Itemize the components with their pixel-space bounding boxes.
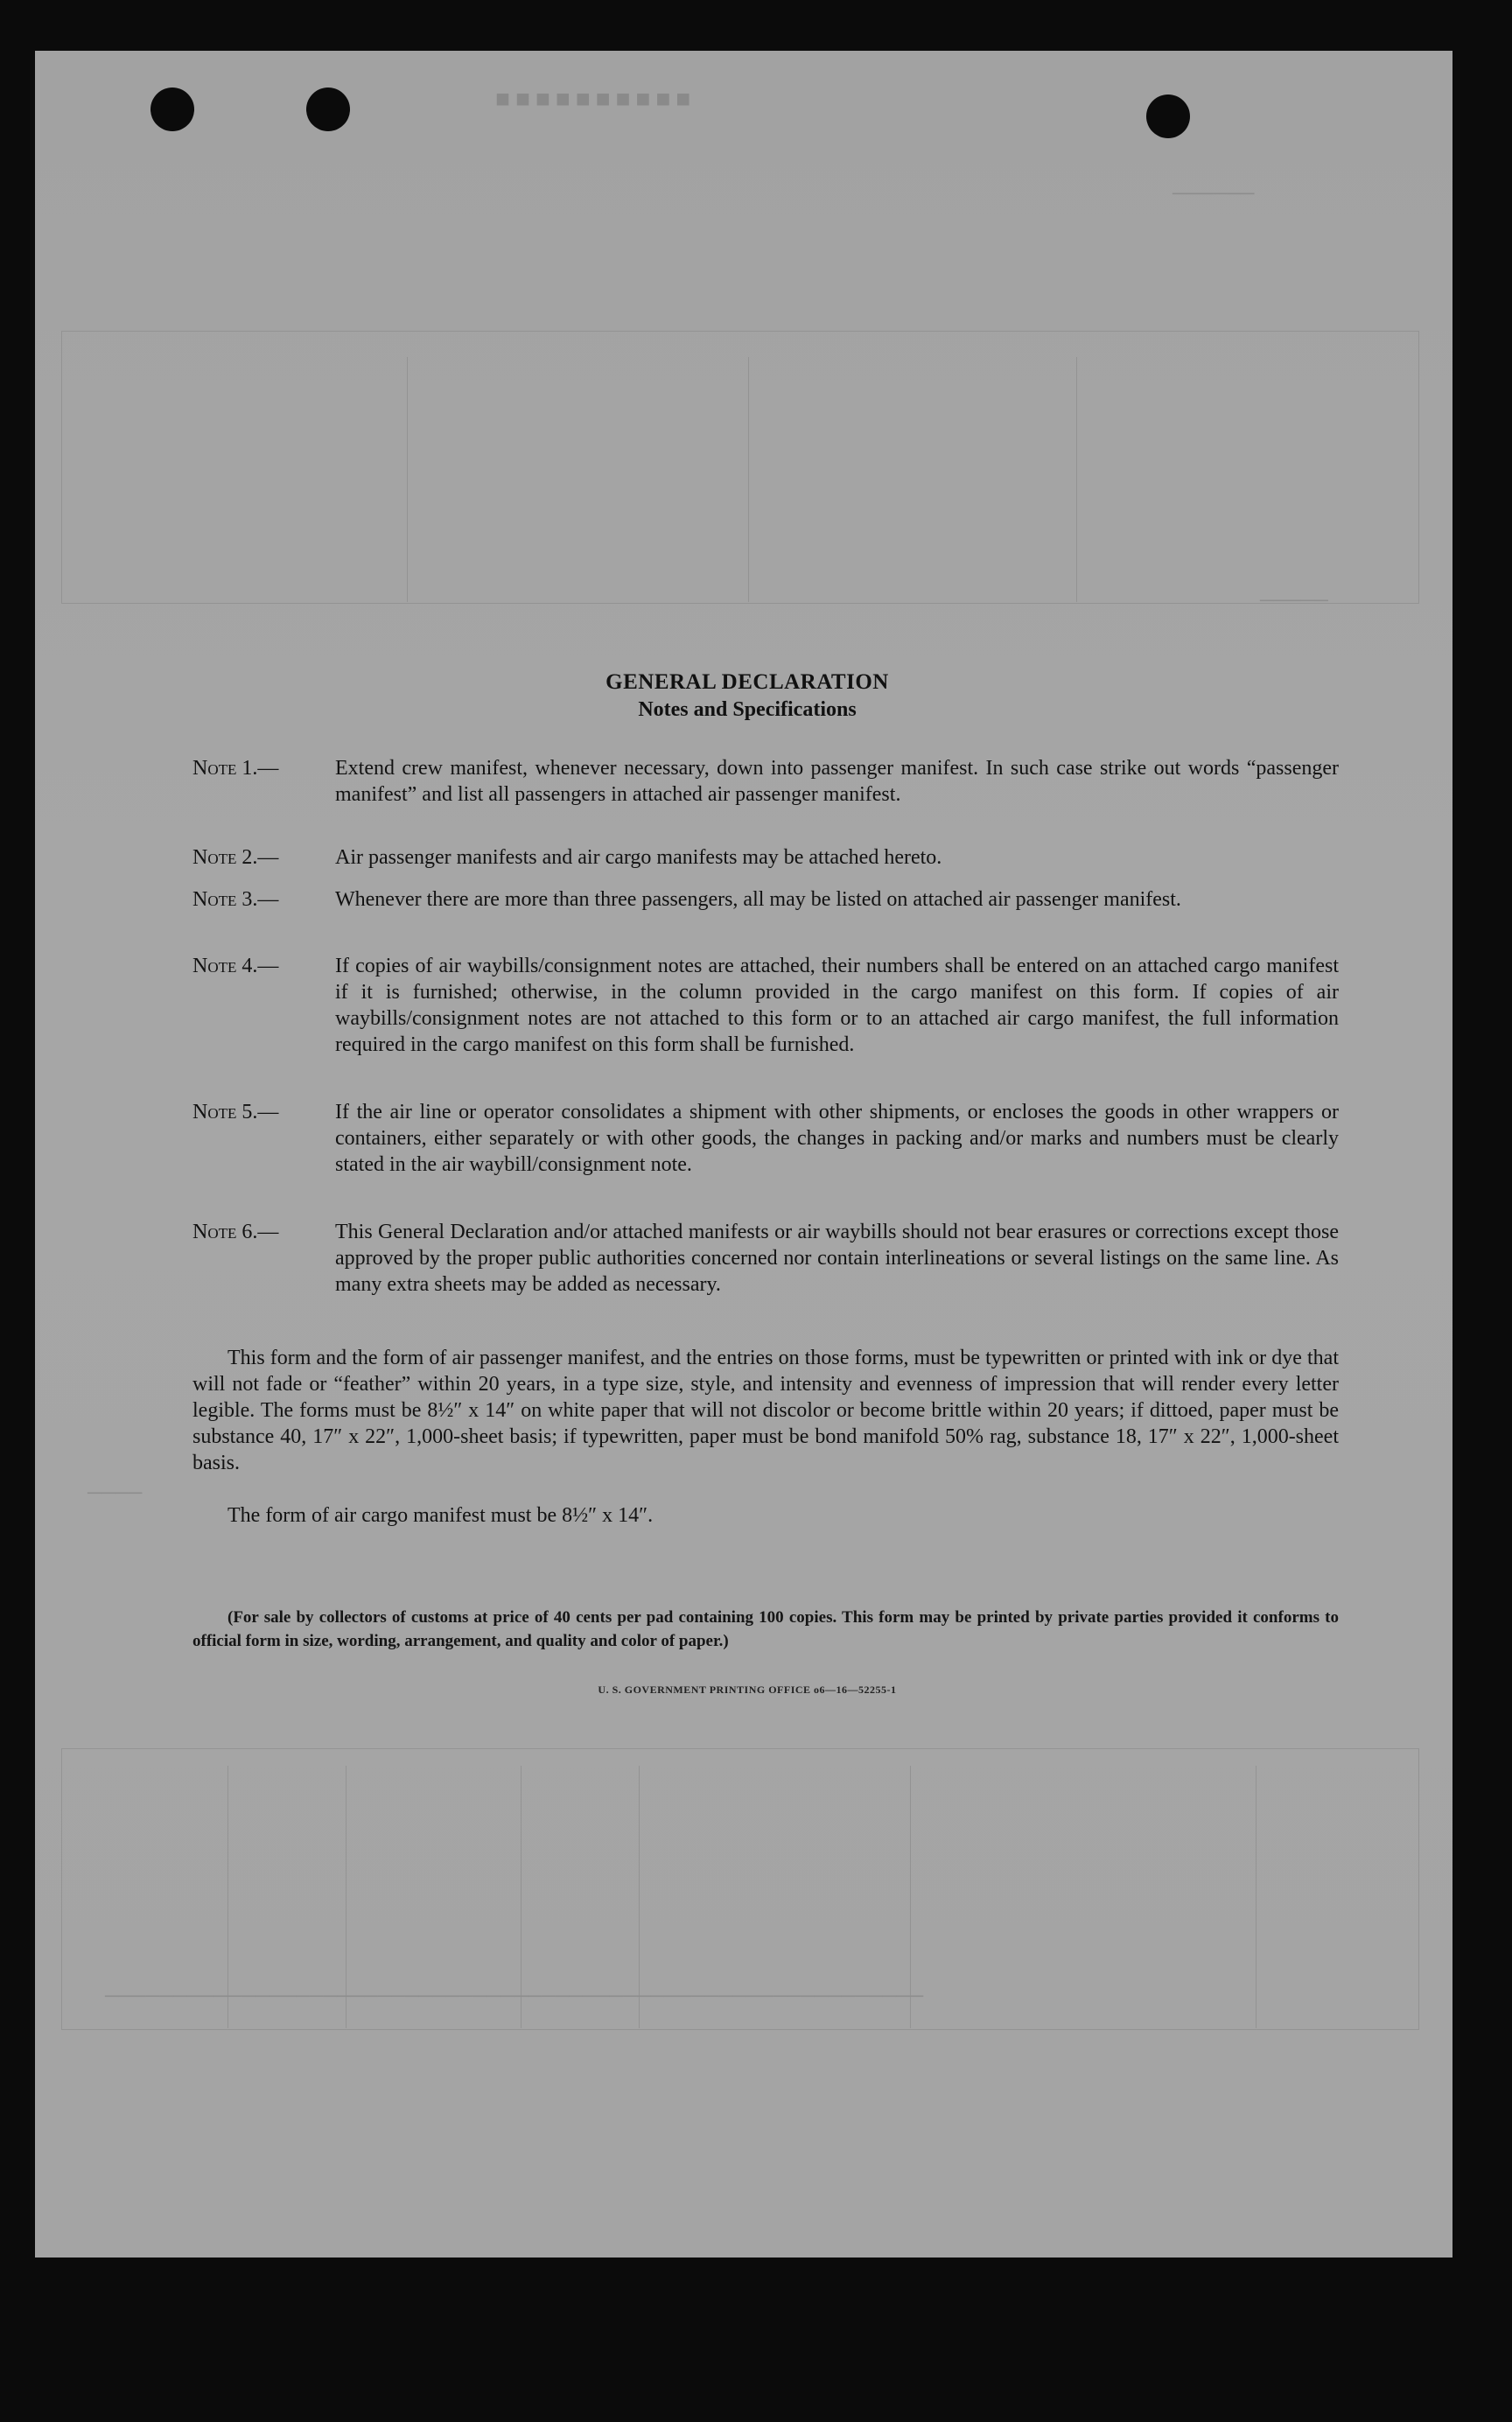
- note-6: Note 6.— This General Declaration and/or attached manifests or air waybills should not bear erasures or corrections except those approved by the proper public authorities concerned nor contain interlineations or several listings on the same line. As many extra sheets may be added as necessary.: [192, 1221, 1339, 1296]
- note-3: Note 3.— Whenever there are more than three passengers, all may be listed on attached air passenger manifest.: [192, 886, 1339, 913]
- note-text: If copies of air waybills/consignment notes are attached, their numbers shall be entered on an attached cargo manifest if it is furnished; otherwise, in the column provided in the cargo manifest on this form. If copies of air waybills/consignment notes are not attached to this form or to an attached air cargo manifest, the full information required in the cargo manifest on this form shall be furnished.: [335, 955, 1339, 1056]
- note-text: This General Declaration and/or attached manifests or air waybills should not bear erasures or corrections except those approved by the proper public authorities concerned nor contain interlineations or several listings on the same line. As many extra sheets may be added as necessary.: [335, 1221, 1339, 1296]
- printer-imprint: U. S. GOVERNMENT PRINTING OFFICE o6—16—52255-1: [598, 1684, 897, 1696]
- note-text: Whenever there are more than three passengers, all may be listed on attached air passenger manifest.: [335, 888, 1181, 911]
- cargo-manifest-size-line: The form of air cargo manifest must be 8½″ x 14″.: [228, 1504, 654, 1527]
- note-label: Note 1.: [192, 757, 258, 780]
- punch-hole-center: [306, 88, 350, 131]
- note-label: Note 2.: [192, 846, 258, 869]
- note-4: Note 4.— If copies of air waybills/consignment notes are attached, their numbers shall be entered on an attached cargo manifest if it is furnished; otherwise, in the column provided in the cargo manifest on this form. If copies of air waybills/consignment notes are not attached to this form or to an attached air cargo manifest, the full information required in the cargo manifest on this form shall be furnished.: [192, 955, 1339, 1056]
- note-label: Note 5.: [192, 1101, 258, 1124]
- page-title: GENERAL DECLARATION: [606, 670, 889, 694]
- note-text: If the air line or operator consolidates a shipment with other shipments, or encloses the goods in other wrappers or containers, either separately or with other goods, the changes in packing and/or marks and numbers must be clearly stated in the air waybill/consignment note.: [335, 1101, 1339, 1176]
- note-text: Air passenger manifests and air cargo manifests may be attached hereto.: [335, 846, 942, 869]
- form-specification-paragraph: This form and the form of air passenger manifest, and the entries on those forms, must be typewritten or printed with ink or dye that will not fade or “feather” within 20 years, in a type size, style, and intensity and evenness of impression that will render every letter legible. The forms must be 8½″ x 14″ on white paper that will not discolor or become brittle within 20 years; if dittoed, paper must be substance 40, 17″ x 22″, 1,000-sheet basis; if typewritten, paper must be bond manifold 50% rag, substance 18, 17″ x 22″, 1,000-sheet basis.: [192, 1347, 1339, 1474]
- note-label: Note 4.: [192, 955, 258, 977]
- sale-notice: (For sale by collectors of customs at price of 40 cents per pad containing 100 copies. This form may be printed by private parties provided it conforms to official form in size, wording, arrangement, and quality and color of paper.): [192, 1608, 1339, 1650]
- note-2: Note 2.— Air passenger manifests and air cargo manifests may be attached hereto.: [192, 844, 1339, 871]
- note-5: Note 5.— If the air line or operator consolidates a shipment with other shipments, or encloses the goods in other wrappers or containers, either separately or with other goods, the changes in packing and/or marks and numbers must be clearly stated in the air waybill/consignment note.: [192, 1101, 1339, 1176]
- note-1: Note 1.— Extend crew manifest, whenever necessary, down into passenger manifest. In such case strike out words “passenger manifest” and list all passengers in attached air passenger manifest.: [192, 757, 1339, 806]
- note-label: Note 6.: [192, 1221, 258, 1243]
- note-label: Note 3.: [192, 888, 258, 911]
- note-text: Extend crew manifest, whenever necessary, down into passenger manifest. In such case strike out words “passenger manifest” and list all passengers in attached air passenger manifest.: [335, 757, 1339, 806]
- punch-hole-right: [1146, 94, 1190, 138]
- document-page: ■■■■■■■■■■ ────── ───── ──── ──────────────────────────────────────────────────────────── GENERAL DECLARATION Notes and Specifications Note 1.— Extend crew manifest, whenever necessary, down into passenger manifest. In such case strike out words “passenger manifest” and list all passengers in attached air passenger manifest. Note 2.— Air passenger manifests and air cargo manifests may be attached hereto. Note 3.— Whenever there are more than three passengers, all may be listed on attached air passenger manifest. Note 4.— If copies of air waybills/consignment notes are attached, their numbers shall be entered on an attached cargo manifest if it is furnished; otherwise, in the column provided in the cargo manifest on this form. If copies of air waybills/consignment notes are not attached to this form or to an attached air cargo manifest, the full information required in the cargo manifest on this form shall be furnished. Note 5.— If the air line or operator consolidates a shipment with other shipments, or encloses the goods in other wrappers or containers, either separately or with other goods, the changes in packing and/or marks and numbers must be clearly stated in the air waybill/consignment note. Note 6.— This General Declaration and/or attached manifests or air waybills should not bear erasures or corrections except those approved by the proper public authorities concerned nor contain interlineations or several listings on the same line. As many extra sheets may be added as necessary. This form and the form of air passenger manifest, and the entries on those forms, must be typewritten or printed with ink or dye that will not fade or “feather” within 20 years, in a type size, style, and intensity and evenness of impression that will render every letter legible. The forms must be 8½″ x 14″ on white paper that will not discolor or become brittle within 20 years; if dittoed, paper must be substance 40, 17″ x 22″, 1,000-sheet basis; if typewritten, paper must be bond manifold 50% rag, substance 18, 17″ x 22″, 1,000-sheet basis. The form of air cargo manifest must be 8½″ x 14″. (For sale by collectors of customs at price of 40 cents per pad containing 100 copies. This form may be printed by private parties provided it conforms to official form in size, wording, arrangement, and quality and color of paper.) U. S. GOVERNMENT PRINTING OFFICE o6—16—52255-1: [35, 51, 1452, 2258]
- page-subtitle: Notes and Specifications: [638, 698, 857, 721]
- punch-hole-left: [150, 88, 194, 131]
